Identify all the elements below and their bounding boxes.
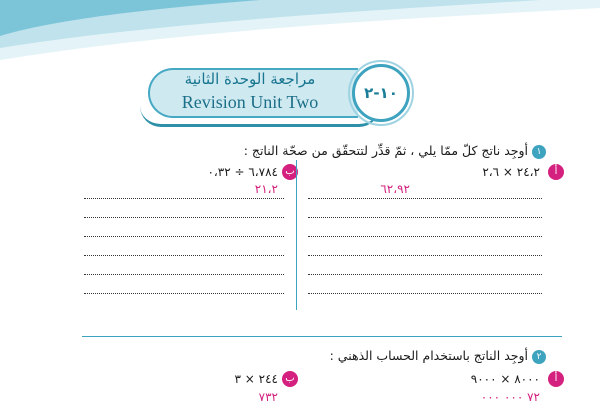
q2-part-a-expression: ٨٠٠٠ × ٩٠٠٠ [470,372,540,386]
unit-title-english: Revision Unit Two [181,92,319,112]
top-wave-decoration [0,0,600,70]
q2-part-b-badge: ب [282,371,298,387]
answer-line [84,255,284,256]
answer-line [308,255,542,256]
q1-part-a-expression: ٢٤،٢ × ٢،٦ [482,165,540,179]
q1-part-a-answer: ٦٢،٩٢ [380,182,410,196]
question-1-prompt [244,143,546,159]
q2-part-a-answer: ٧٢ ٠٠٠ ٠٠٠ [480,390,540,404]
answer-line [84,274,284,275]
answer-line [84,217,284,218]
answer-line [308,293,542,294]
question-1-number: ١ [532,145,546,159]
answer-line [308,198,542,199]
unit-title-arabic: مراجعة الوحدة الثانية [184,70,316,88]
q2-part-a-badge: أ [548,371,564,387]
column-divider [296,160,297,310]
q1-part-b-expression: ٦،٧٨٤ ÷ ٠،٣٢ [207,165,278,179]
q2-part-b-answer: ٧٣٢ [258,390,278,404]
question-2-number: ٢ [532,350,546,364]
question-2-prompt [330,348,546,364]
q2-part-b-expression: ٢٤٤ × ٣ [234,372,278,386]
question-1-text: أوجِد ناتج كلّ ممّا يلي ، ثمّ قدِّر لتتحقّق من صحّة الناتج : [243,143,528,158]
answer-line [84,198,284,199]
unit-number-badge: ١٠-٢ [352,64,410,122]
answer-line [308,236,542,237]
answer-line [84,293,284,294]
part-a-badge: أ [548,164,564,180]
q1-part-b-answer: ٢١،٢ [254,182,278,196]
question-2-text: أوجِد الناتج باستخدام الحساب الذهني : [329,348,528,363]
answer-line [308,274,542,275]
part-b-badge: ب [282,164,298,180]
answer-line [308,217,542,218]
answer-line [84,236,284,237]
section-divider [82,336,562,337]
